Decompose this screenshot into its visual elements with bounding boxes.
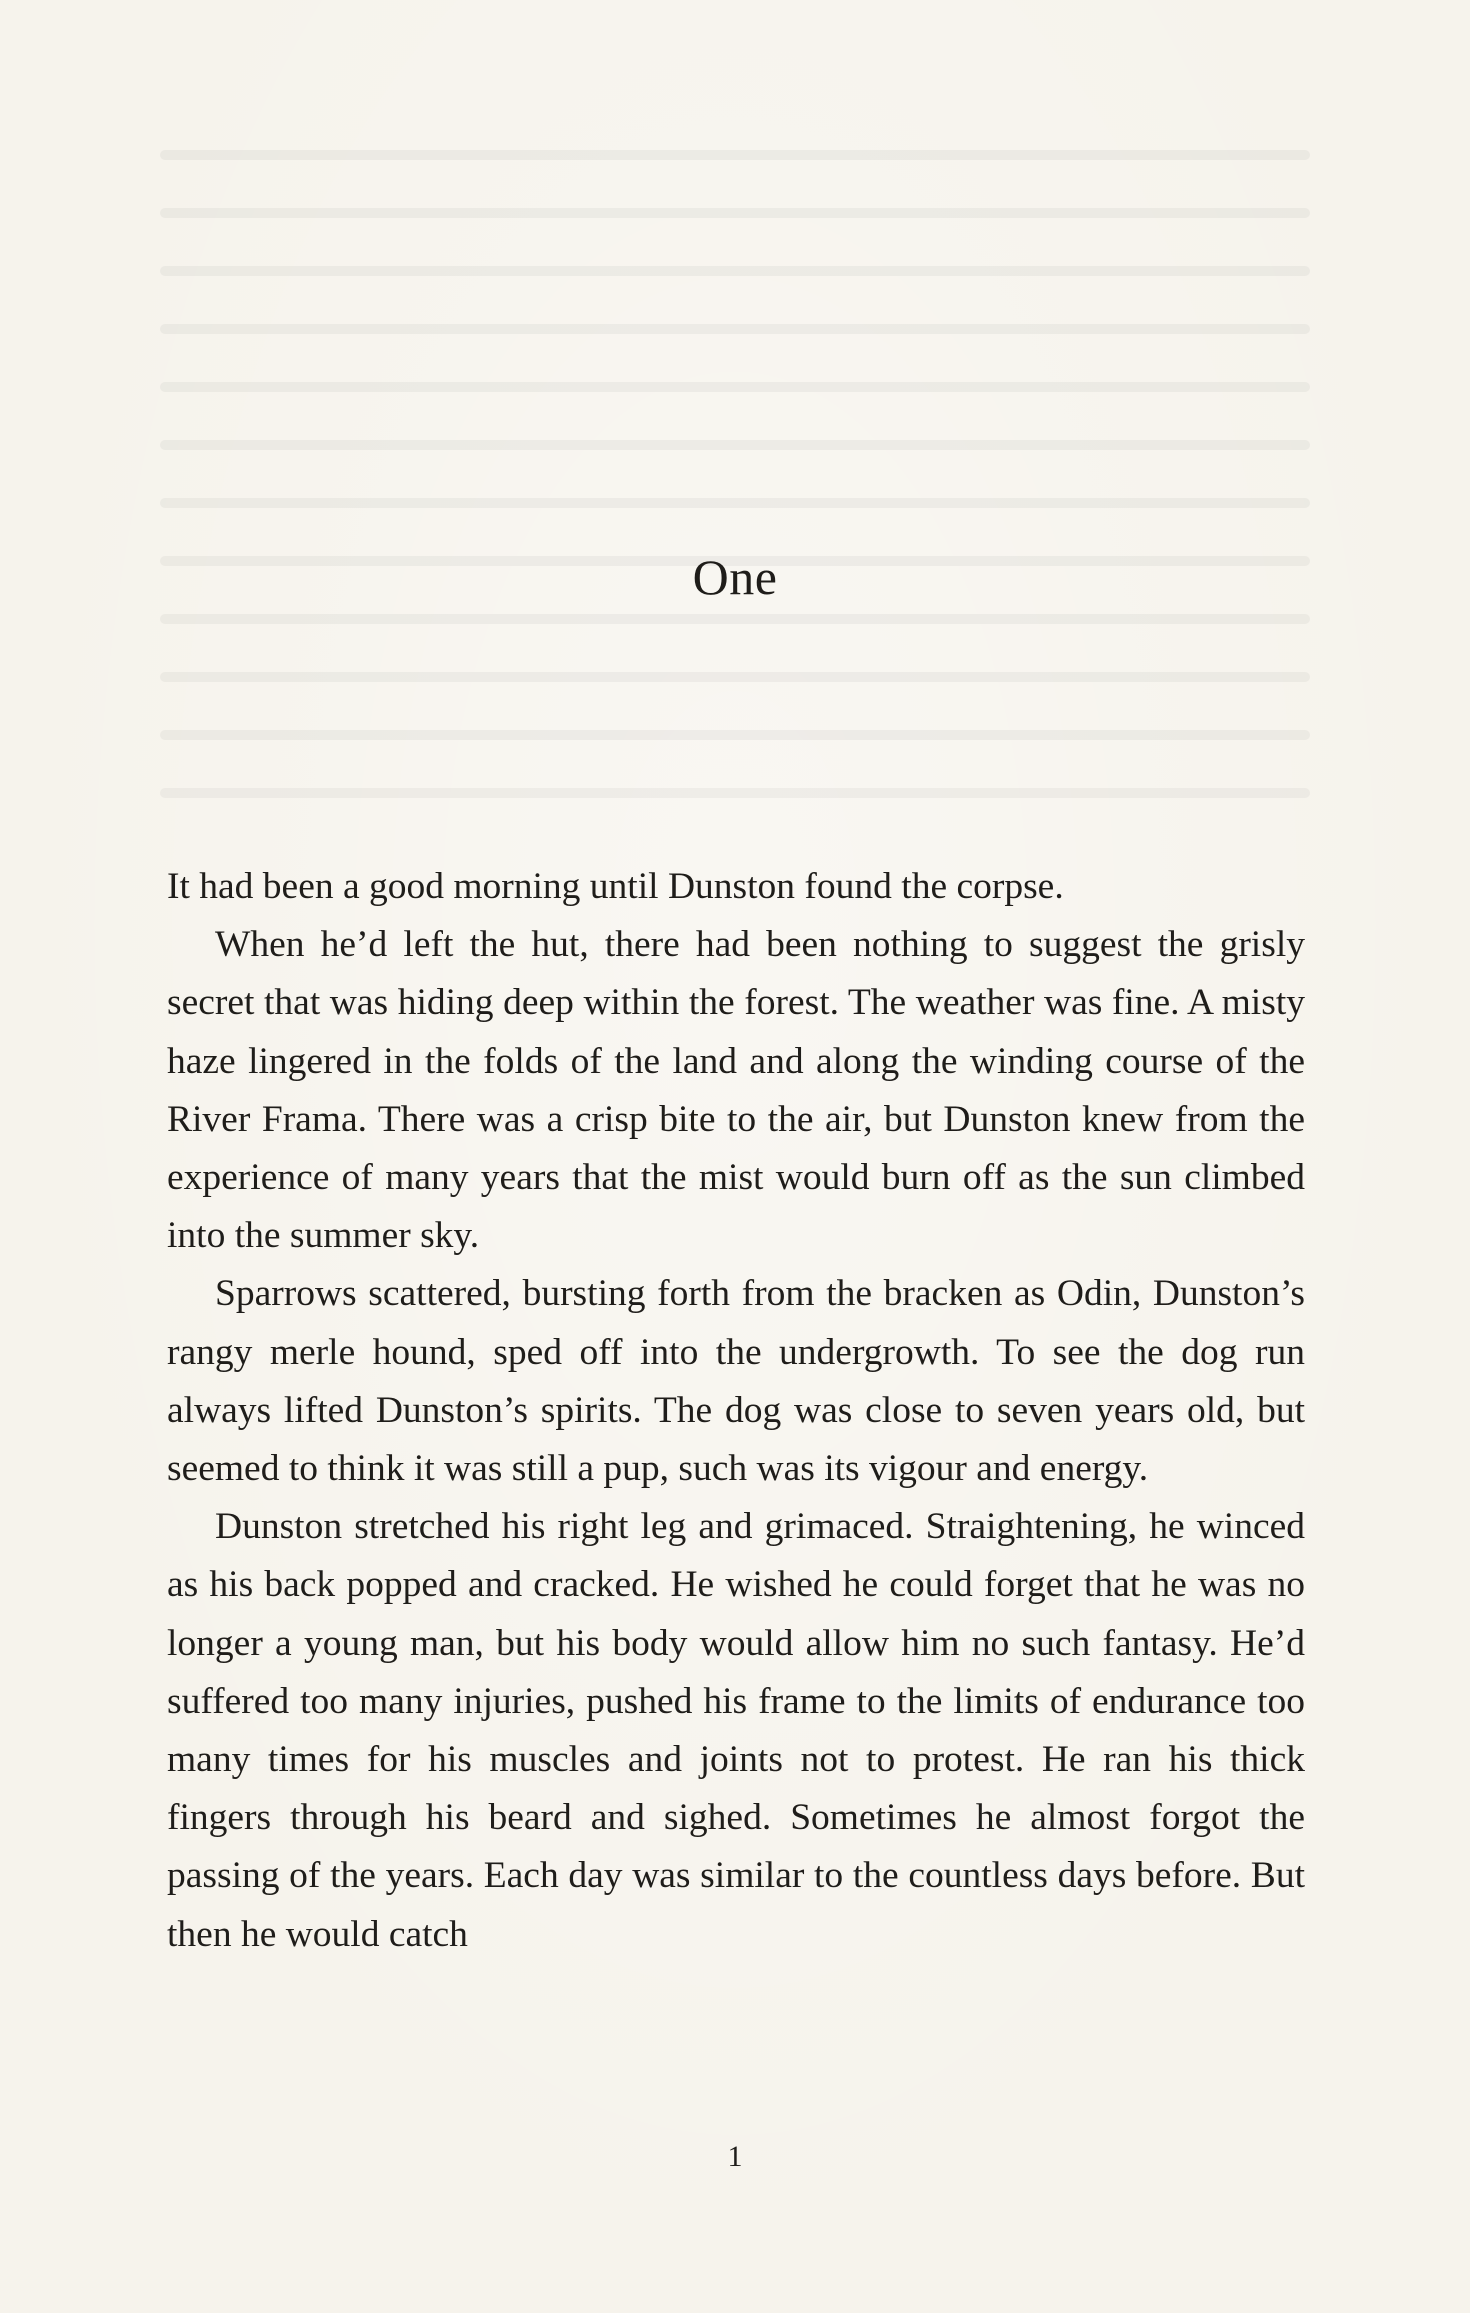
paragraph: When he’d left the hut, there had been nothing to suggest the grisly secret that was hiding deep within the forest. The weather was fine. A misty haze lingered in the folds of the land and along the winding course of the River Frama. There was a crisp bite to the air, but Dunston knew from the experience of many years that the mist would burn off as the sun climbed into the summer sky. [167, 924, 1305, 1257]
paragraph: Dunston stretched his right leg and grimaced. Straightening, he winced as his back popped and cracked. He wished he could forget that he was no longer a young man, but his body would allow him no such fantasy. He’d suffered too many injuries, pushed his frame to the limits of endurance too many times for his muscles and joints not to protest. He ran his thick fingers through his beard and sighed. Sometimes he almost forgot the passing of the years. Each day was similar to the countless days before. But then he would catch [167, 1506, 1305, 1955]
chapter-body [167, 858, 1305, 1964]
paragraph: It had been a good morning until Dunston found the corpse. [167, 866, 1064, 907]
reverse-side-show-through [160, 150, 1310, 870]
chapter-title: One [692, 549, 778, 605]
paragraph: Sparrows scattered, bursting forth from the bracken as Odin, Dunston’s rangy merle hound, sped off into the undergrowth. To see the dog run always lifted Dunston’s spirits. The dog was close to seven years old, but seemed to think it was still a pup, such was its vigour and energy. [167, 1273, 1305, 1490]
page-number: 1 [727, 2140, 743, 2173]
